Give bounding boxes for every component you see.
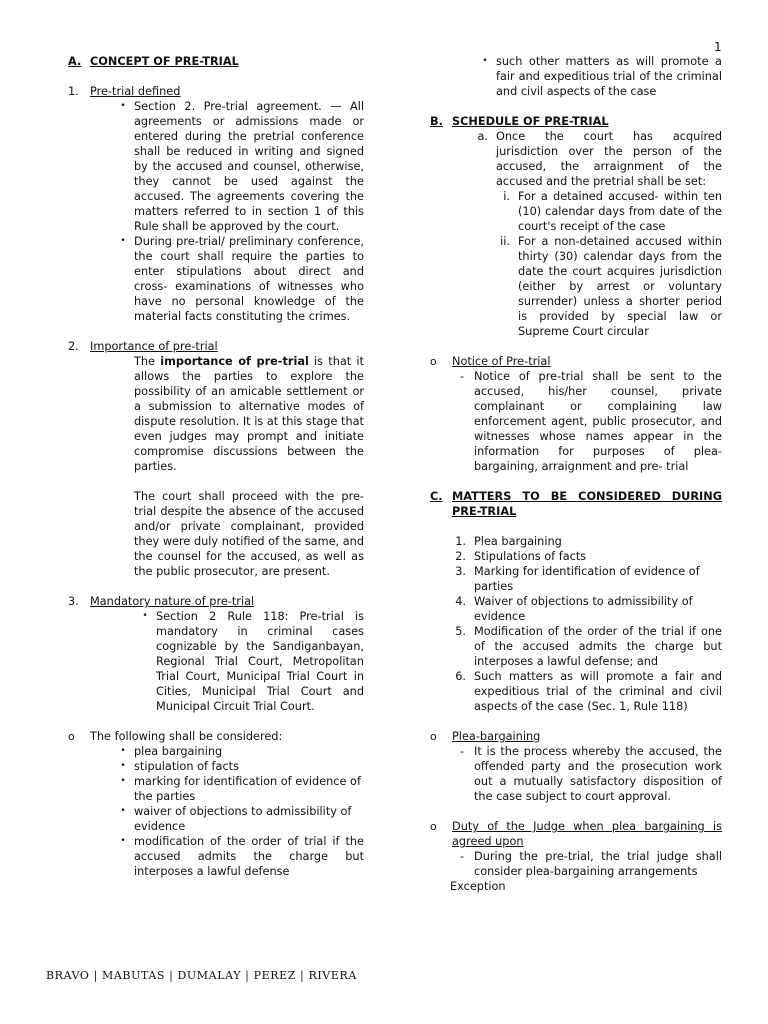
list-item (452, 594, 722, 624)
list-item-text: Waiver of objections to admissibility of evidence (474, 595, 693, 623)
considered-text: The following shall be considered: (90, 730, 283, 743)
item-number: 2. (68, 340, 79, 353)
item-3-heading (68, 594, 364, 609)
list-item (450, 369, 722, 474)
item-2-heading (68, 339, 364, 354)
section-letter: C. (430, 490, 443, 503)
item-title: Pre-trial defined (90, 85, 181, 98)
item-title: Mandatory nature of pre-trial (90, 595, 255, 608)
list-item (112, 99, 364, 234)
list-item-text: Marking for identification of evidence of parties (474, 565, 700, 593)
plea-heading (430, 729, 722, 744)
item-number: 2. (455, 550, 466, 563)
page-number: 1 (714, 40, 722, 54)
bullet-glyph: • (120, 761, 126, 771)
dash-glyph: - (459, 850, 465, 863)
circle-bullet: o (68, 730, 75, 743)
section-c-heading (430, 489, 722, 519)
list-item-text: Plea bargaining (474, 535, 562, 548)
list-item-text: plea bargaining (134, 745, 223, 758)
list-item (452, 549, 722, 564)
list-item-text: Modification of the order of the trial if one of the accused admits the charge but interposes a lawful defense; and (474, 625, 722, 668)
list-item-text: waiver of objections to admissibility of evidence (134, 805, 352, 833)
bullet-glyph: • (120, 101, 126, 111)
bullet-glyph: • (142, 611, 148, 621)
list-item (452, 624, 722, 669)
bullet-glyph: • (120, 236, 126, 246)
importance-paragraph (134, 354, 364, 474)
exception-label: Exception (450, 880, 506, 893)
duty-title: Duty of the Judge when plea bargaining is agreed upon (452, 820, 722, 848)
item-number: 3. (455, 565, 466, 578)
item-number: 5. (455, 625, 466, 638)
item-title: Importance of pre-trial (90, 340, 218, 353)
left-column (68, 54, 364, 879)
footer-authors: BRAVO | MABUTAS | DUMALAY | PEREZ | RIVERA (46, 969, 357, 982)
dash-glyph: - (459, 745, 465, 758)
list-item (112, 744, 364, 759)
section-letter: B. (430, 115, 443, 128)
list-item (112, 804, 364, 834)
section-title: MATTERS TO BE CONSIDERED DURING PRE-TRIAL (452, 490, 722, 518)
item-number: 3. (68, 595, 79, 608)
text-run: The (134, 355, 161, 368)
list-item (450, 744, 722, 804)
list-item (112, 834, 364, 879)
dash-glyph: - (459, 370, 465, 383)
list-item-text: Section 2. Pre-trial agreement. — All agreements or admissions made or entered during the pretrial conference shall be reduced in writing and signed by the accused and counsel, otherwise, they cannot be used against the accused. The agreements covering the matters referred to in section 1 of this Rule shall be approved by the court. (134, 100, 364, 233)
section-title: SCHEDULE OF PRE-TRIAL (452, 115, 609, 128)
list-item-text: stipulation of facts (134, 760, 239, 773)
list-item (474, 54, 722, 99)
right-column (430, 54, 722, 894)
bullet-glyph: • (120, 836, 126, 846)
notice-heading (430, 354, 722, 369)
section-a-heading (68, 54, 364, 69)
list-item (452, 534, 722, 549)
court-proceed-paragraph: The court shall proceed with the pre-trial despite the absence of the accused and/or private complainant, provided they were duly notified of the same, and the counsel for the accused, as well as the public prosecutor, are present. (134, 490, 364, 578)
list-item (474, 129, 722, 189)
list-item-text: Stipulations of facts (474, 550, 587, 563)
list-item-text: Such matters as will promote a fair and expeditious trial of the criminal and civil aspects of the case (Sec. 1, Rule 118) (474, 670, 722, 713)
list-item (450, 849, 722, 879)
list-item-text: Section 2 Rule 118: Pre-trial is mandatory in criminal cases cognizable by the Sandiganbayan, Regional Trial Court, Metropolitan Trial Court, Municipal Trial Court in Cities, Municipal Trial Court and Municipal Circuit Trial Court. (156, 610, 364, 713)
list-item-text: Notice of pre-trial shall be sent to the accused, his/her counsel, private complainant or complaining law enforcement agent, public prosecutor, and witnesses whose names appear in the information for purposes of plea-bargaining, arraignment and pre- trial (474, 370, 722, 473)
notice-title: Notice of Pre-trial (452, 355, 551, 368)
section-b-heading (430, 114, 722, 129)
list-item-text: modification of the order of trial if the accused admits the charge but interposes a lawful defense (134, 835, 364, 878)
list-item (112, 774, 364, 804)
list-item-text: For a non-detained accused within thirty (30) calendar days from the date the court acquires jurisdiction (either by arrest or voluntary surrender) unless a shorter period is provided by special law or Supreme Court circular (518, 235, 722, 338)
bullet-glyph: • (120, 776, 126, 786)
plea-title: Plea-bargaining (452, 730, 541, 743)
item-number: 6. (455, 670, 466, 683)
list-item-text: During the pre-trial, the trial judge shall consider plea-bargaining arrangements (474, 850, 722, 878)
list-item (496, 234, 722, 339)
circle-bullet: o (430, 820, 437, 833)
list-item-text: Once the court has acquired jurisdiction over the person of the accused, the arraignment of the accused and the pretrial shall be set: (496, 130, 722, 188)
list-item-text: It is the process whereby the accused, the offended party and the prosecution work out a mutually satisfactory disposition of the case subject to court approval. (474, 745, 722, 803)
item-number: a. (477, 130, 488, 143)
list-item-text: marking for identification of evidence of the parties (134, 775, 361, 803)
bullet-glyph: • (482, 56, 488, 66)
bullet-glyph: • (120, 746, 126, 756)
circle-bullet: o (430, 730, 437, 743)
item-number: 1. (455, 535, 466, 548)
bold-term: importance of pre-trial (160, 355, 309, 368)
list-item-text: During pre-trial/ preliminary conference, the court shall require the parties to enter stipulations about direct and cross- examinations of witnesses who have no personal knowledge of the material facts constituting the crimes. (134, 235, 364, 323)
list-item (134, 609, 364, 714)
considered-heading (68, 729, 364, 744)
list-item (452, 669, 722, 714)
section-title: CONCEPT OF PRE-TRIAL (90, 55, 239, 68)
item-number: 1. (68, 85, 79, 98)
list-item (452, 564, 722, 594)
list-item (496, 189, 722, 234)
section-letter: A. (68, 55, 82, 68)
list-item-text: such other matters as will promote a fair and expeditious trial of the criminal and civil aspects of the case (496, 55, 722, 98)
text-run: is that it allows the parties to explore the possibility of an amicable settlement or a submission to alternative modes of dispute resolution. It is at this stage that even judges may prompt and initiate compromise discussions between the parties. (134, 355, 364, 473)
item-number: 4. (455, 595, 466, 608)
list-item (112, 234, 364, 324)
list-item-text: For a detained accused- within ten (10) calendar days from date of the court's receipt of the case (518, 190, 722, 233)
circle-bullet: o (430, 355, 437, 368)
duty-heading (430, 819, 722, 849)
item-number: i. (503, 190, 510, 203)
list-item (112, 759, 364, 774)
bullet-glyph: • (120, 806, 126, 816)
item-number: ii. (500, 235, 510, 248)
item-1-heading (68, 84, 364, 99)
